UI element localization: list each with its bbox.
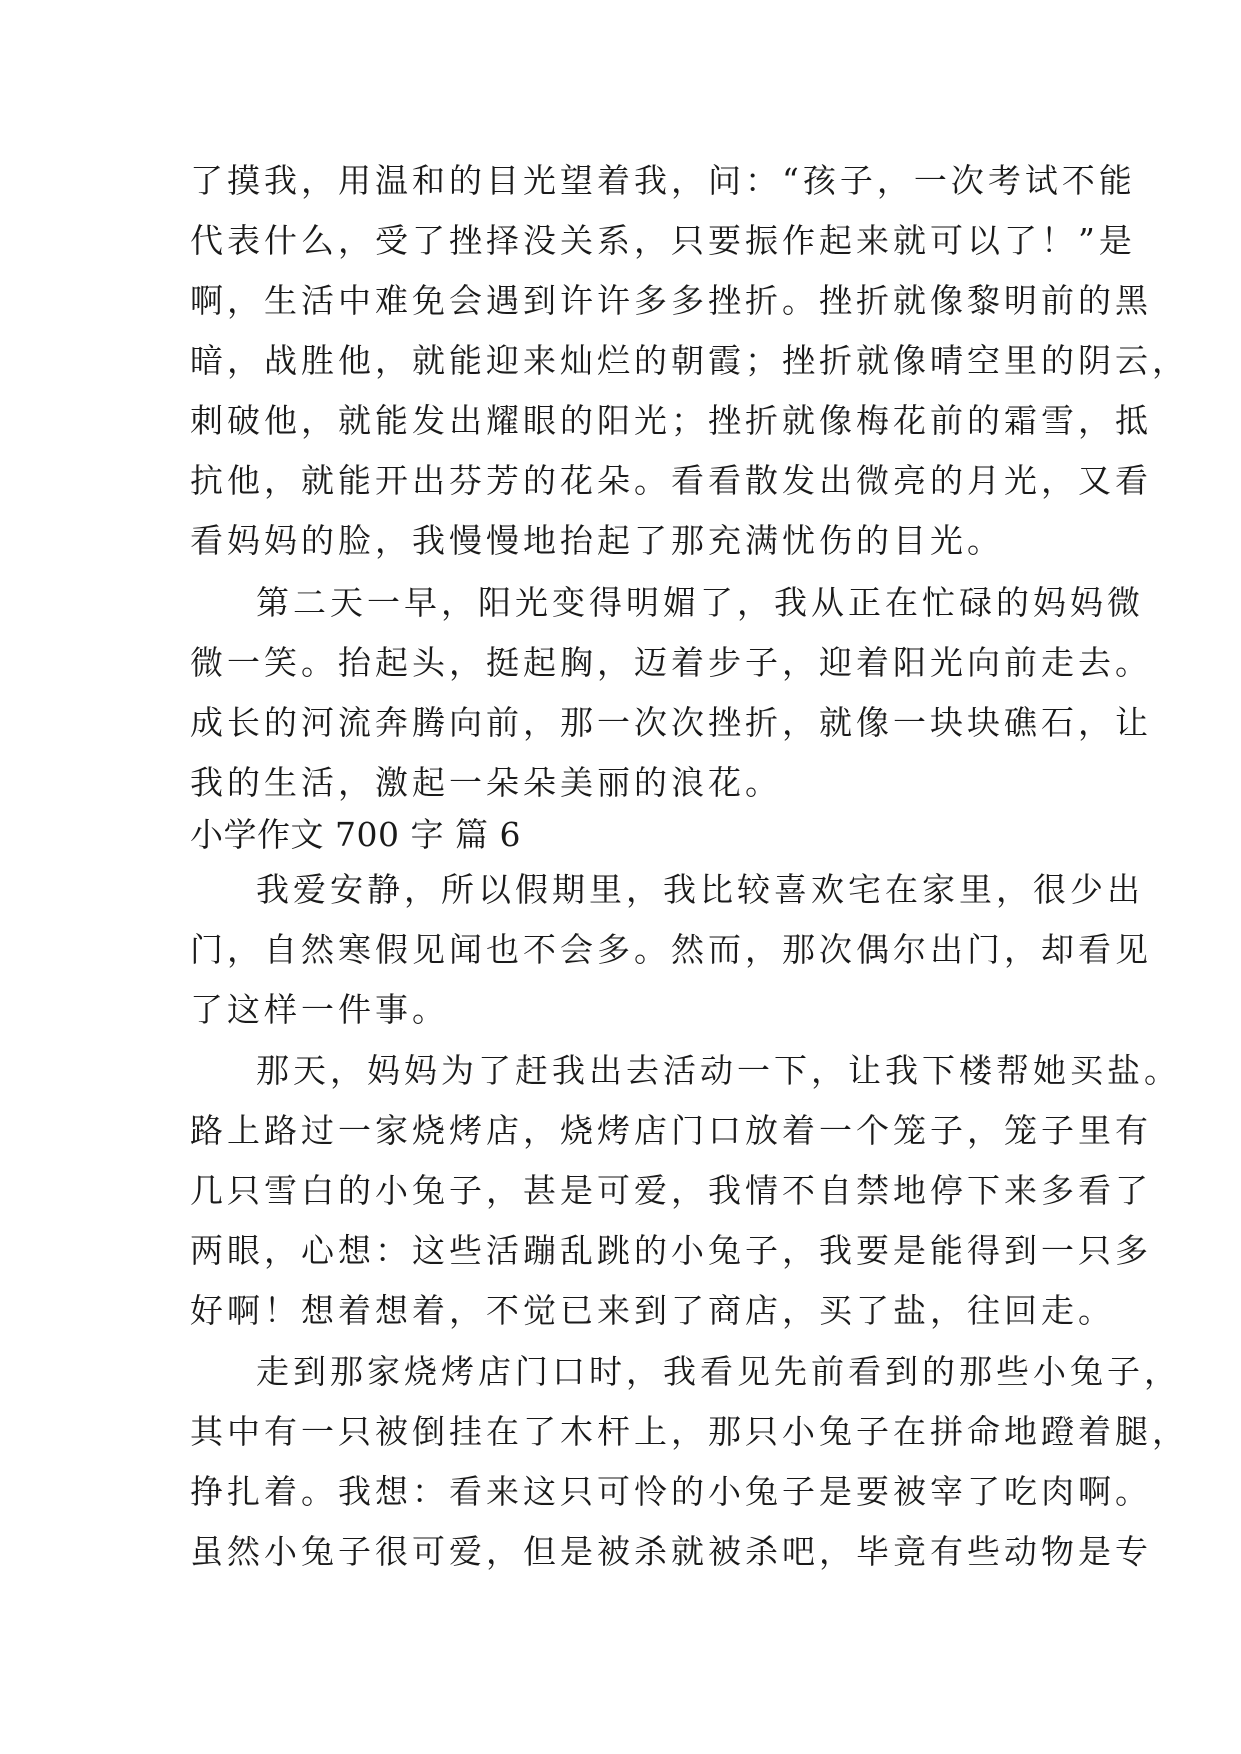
- paragraph-line: 我的生活，激起一朵朵美丽的浪花。: [190, 763, 782, 802]
- paragraph-line: 看妈妈的脸，我慢慢地抬起了那充满忧伤的目光。: [190, 521, 1004, 560]
- paragraph-line: 啊，生活中难免会遇到许许多多挫折。挫折就像黎明前的黑: [190, 281, 1152, 320]
- paragraph-line: 了这样一件事。: [190, 990, 449, 1029]
- paragraph-line: 代表什么，受了挫择没关系，只要振作起来就可以了！”是: [190, 221, 1136, 260]
- paragraph-line: 微一笑。抬起头，挺起胸，迈着步子，迎着阳光向前走去。: [190, 643, 1152, 682]
- paragraph-line: 刺破他，就能发出耀眼的阳光；挫折就像梅花前的霜雪，抵: [190, 401, 1152, 440]
- paragraph-line: 虽然小兔子很可爱，但是被杀就被杀吧，毕竟有些动物是专: [190, 1532, 1152, 1571]
- paragraph-line: 抗他，就能开出芬芳的花朵。看看散发出微亮的月光，又看: [190, 461, 1152, 500]
- paragraph-first-line: 那天，妈妈为了赶我出去活动一下，让我下楼帮她买盐。: [256, 1051, 1181, 1090]
- paragraph-line: 门，自然寒假见闻也不会多。然而，那次偶尔出门，却看见: [190, 930, 1152, 969]
- paragraph-line: 路上路过一家烧烤店，烧烤店门口放着一个笼子，笼子里有: [190, 1111, 1152, 1150]
- paragraph-first-line: 走到那家烧烤店门口时，我看见先前看到的那些小兔子，: [256, 1352, 1181, 1391]
- paragraph-first-line: 第二天一早，阳光变得明媚了，我从正在忙碌的妈妈微: [256, 583, 1144, 622]
- section-heading: 小学作文 700 字 篇 6: [190, 815, 521, 854]
- paragraph-line: 了摸我，用温和的目光望着我，问：“孩子，一次考试不能: [190, 161, 1136, 200]
- paragraph-line: 两眼，心想：这些活蹦乱跳的小兔子，我要是能得到一只多: [190, 1231, 1152, 1270]
- paragraph-line: 成长的河流奔腾向前，那一次次挫折，就像一块块礁石，让: [190, 703, 1152, 742]
- paragraph-first-line: 我爱安静，所以假期里，我比较喜欢宅在家里，很少出: [256, 870, 1144, 909]
- paragraph-line: 挣扎着。我想：看来这只可怜的小兔子是要被宰了吃肉啊。: [190, 1472, 1152, 1511]
- paragraph-line: 几只雪白的小兔子，甚是可爱，我情不自禁地停下来多看了: [190, 1171, 1152, 1210]
- paragraph-line: 其中有一只被倒挂在了木杆上，那只小兔子在拼命地蹬着腿，: [190, 1412, 1189, 1451]
- paragraph-line: 暗，战胜他，就能迎来灿烂的朝霞；挫折就像晴空里的阴云，: [190, 341, 1189, 380]
- paragraph-line: 好啊！想着想着，不觉已来到了商店，买了盐，往回走。: [190, 1291, 1115, 1330]
